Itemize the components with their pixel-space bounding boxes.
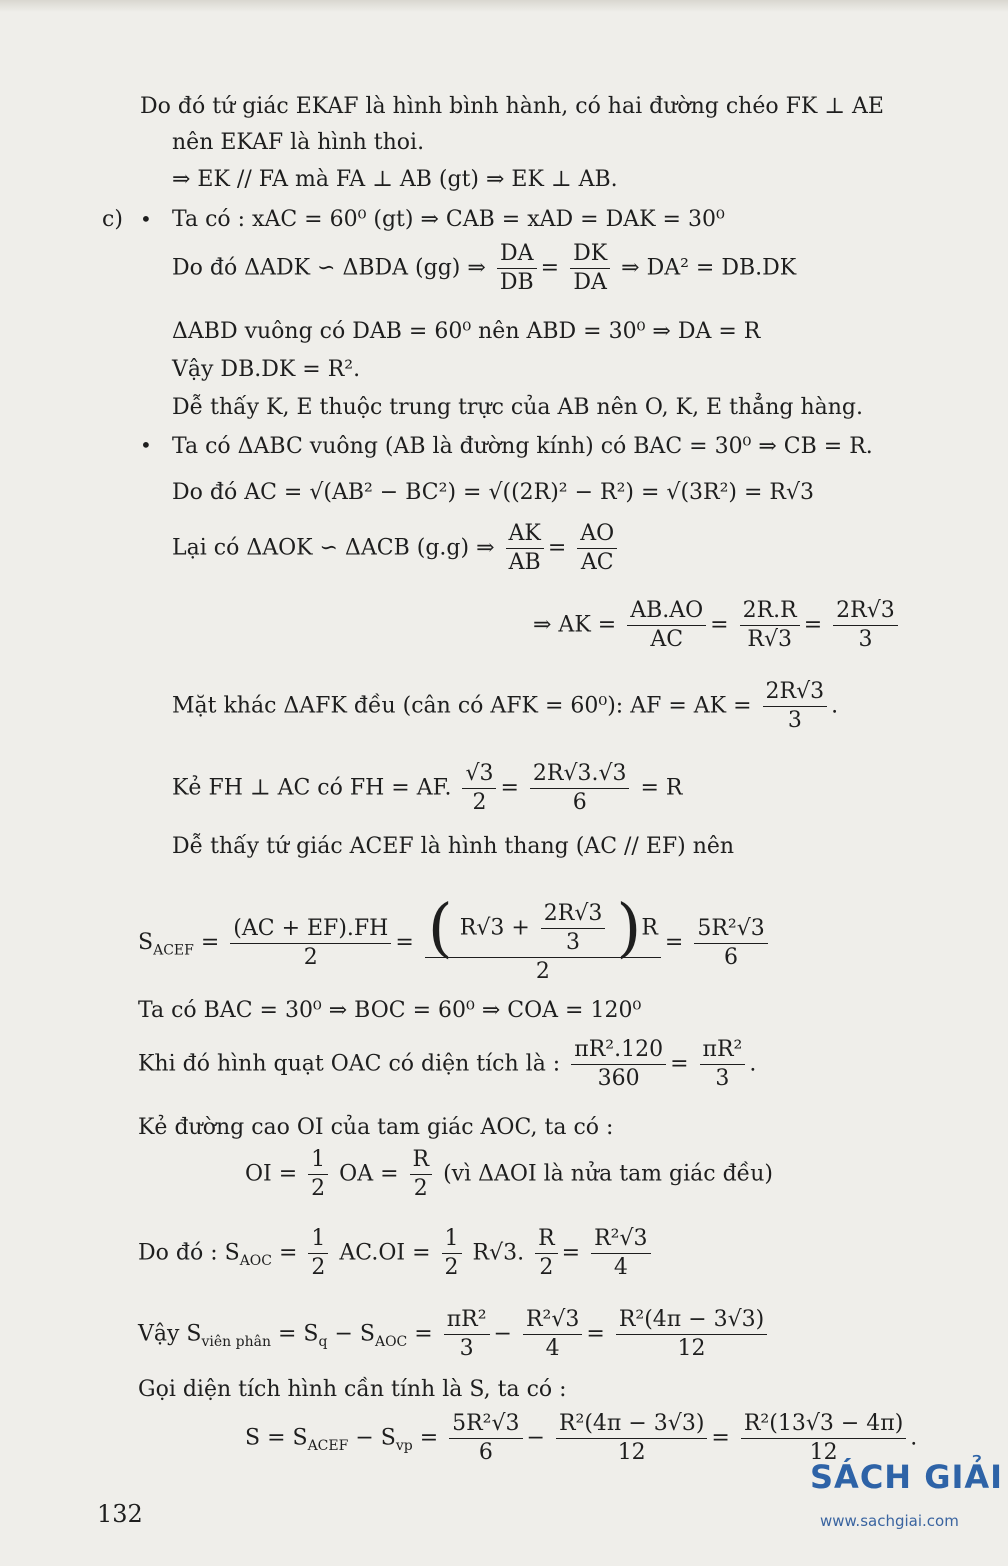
fraction: $\frac{2R√3}{3}$ <box>763 678 828 735</box>
subscript: ACEF <box>153 942 194 959</box>
fraction: $\frac{2R√3.√3}{6}$ <box>530 760 630 817</box>
text-line: Kẻ đường cao OI của tam giác AOC, ta có : <box>138 1115 614 1140</box>
fraction: $\frac{R}{2}$ <box>410 1146 433 1203</box>
fraction: $\frac{(AC + EF).FH}{2}$ <box>230 915 391 972</box>
bullet-icon: • <box>140 207 152 231</box>
text-segment: OA = <box>339 1161 399 1187</box>
fraction: $\frac{\text{5R²√3}}{6}$ <box>694 915 767 972</box>
text-line: Ta có : xAC = 60⁰ (gt) ⇒ CAB = xAD = DAK = 30⁰ <box>172 207 725 232</box>
watermark-logo: SÁCH GIẢI <box>810 1458 1004 1496</box>
equation-line: Mặt khác ΔAFK đều (cân có AFK = 60⁰): AF = AK = $\frac{2R√3}{3}$ . <box>172 679 839 733</box>
text-line: Dễ thấy tứ giác ACEF là hình thang (AC // EF) nên <box>172 834 735 859</box>
fraction: $\frac{2R√3}{3}$ <box>541 900 606 957</box>
fraction: $\frac{DA}{DB}$ <box>497 240 537 297</box>
fraction: $\frac{AB.AO}{AC}$ <box>627 597 706 654</box>
fraction: $\frac{\text{R²√3}}{4}$ <box>523 1306 582 1363</box>
subscript: ACEF <box>307 1437 349 1454</box>
equation-line: Kẻ FH ⊥ AC có FH = AF. $\frac{√3}{2}$ = $\frac{2R√3.√3}{6}$ = R <box>172 761 683 815</box>
text-segment: Kẻ FH ⊥ AC có FH = AF. <box>172 775 452 801</box>
text-segment: − S <box>355 1425 396 1451</box>
fraction: $\frac{1}{2}$ <box>308 1225 328 1282</box>
text-line: Do đó AC = √(AB² − BC²) = √((2R)² − R²) = √(3R²) = R√3 <box>172 480 814 505</box>
text-line: Gọi diện tích hình cần tính là S, ta có : <box>138 1377 567 1402</box>
text-segment: Vậy S <box>138 1321 202 1347</box>
fraction: $\frac{\text{πR².120}}{360}$ <box>571 1036 666 1093</box>
text-line: Do đó tứ giác EKAF là hình bình hành, có hai đường chéo FK ⊥ AE <box>140 94 884 119</box>
fraction: $\frac{\text{R²√3}}{4}$ <box>591 1225 650 1282</box>
text-segment: − S <box>334 1321 375 1347</box>
text-line: Ta có ΔABC vuông (AB là đường kính) có BAC = 30⁰ ⇒ CB = R. <box>172 434 873 459</box>
text-line: ⇒ EK // FA mà FA ⊥ AB (gt) ⇒ EK ⊥ AB. <box>172 167 618 192</box>
text-segment: Do đó : S <box>138 1240 240 1266</box>
text-line: Dễ thấy K, E thuộc trung trực của AB nên O, K, E thẳng hàng. <box>172 395 864 420</box>
fraction: $\frac{2R√3}{3}$ <box>833 597 898 654</box>
fraction: $\frac{R}{2}$ <box>535 1225 558 1282</box>
text-segment: (vì ΔAOI là nửa tam giác đều) <box>443 1161 773 1187</box>
fraction: $\frac{1}{2}$ <box>308 1146 328 1203</box>
text-line: Vậy DB.DK = R². <box>172 357 361 382</box>
fraction: $\frac{AK}{AB}$ <box>506 520 544 577</box>
equation-line: Vậy $S_{viên phân} = S_q - S_{AOC}$ = $\frac{\text{πR²}}{3}$ − $\frac{\text{R²√3}}{4}$ = $\frac{\text{R²(4π − 3√3)}}{12}$ <box>138 1306 771 1363</box>
fraction: $\frac{DK}{DA}$ <box>570 240 610 297</box>
text-segment: Mặt khác ΔAFK đều (cân có AFK = 60⁰): AF = AK = <box>172 693 752 719</box>
text-segment: = R <box>640 775 683 801</box>
bullet-icon: • <box>140 433 152 457</box>
equation-line: Lại có ΔAOK ∽ ΔACB (g.g) ⇒ $\frac{AK}{AB}$ = $\frac{AO}{AC}$ <box>172 520 621 577</box>
text-line: ΔABD vuông có DAB = 60⁰ nên ABD = 30⁰ ⇒ DA = R <box>172 319 761 344</box>
part-label: c) <box>102 207 123 232</box>
subscript: vp <box>395 1437 413 1454</box>
subscript: AOC <box>374 1333 408 1350</box>
fraction: $\frac{\text{R²(4π − 3√3)}}{12}$ <box>616 1306 767 1363</box>
fraction-numerator: ( R√3 + $\frac{2R√3}{3}$ )R <box>425 900 661 958</box>
fraction: $\frac{√3}{2}$ <box>462 760 496 817</box>
equation-line: Do đó : $S_{AOC}$ = $\frac{1}{2}$ AC.OI = $\frac{1}{2}$ R√3. $\frac{R}{2}$ = $\frac{\text{R²√3}}{4}$ <box>138 1225 655 1282</box>
fraction: ( R√3 + $\frac{2R√3}{3}$ )R 2 <box>425 900 661 986</box>
equation-line <box>245 1146 773 1203</box>
equation-line: Do đó ΔADK ∽ ΔBDA (gg) ⇒ $\frac{DA}{DB}$ = $\frac{DK}{DA}$ ⇒ DA² = DB.DK <box>172 241 797 295</box>
text-segment: Khi đó hình quạt OAC có diện tích là : <box>138 1051 561 1077</box>
text-line: nên EKAF là hình thoi. <box>172 130 425 155</box>
text-segment: S <box>138 930 154 955</box>
fraction: $\frac{\text{πR²}}{3}$ <box>700 1036 746 1093</box>
text-segment: ⇒ AK = <box>533 612 617 638</box>
fraction: $\frac{\text{5R²√3}}{6}$ <box>449 1410 522 1467</box>
text-segment: S = S <box>245 1425 308 1451</box>
equation-line: $S_{ACEF}$ = $\frac{(AC + EF).FH}{2}$ = ( R√3 + $\frac{2R√3}{3}$ )R 2 = $\frac{\text{5R²√3}}{6}$ <box>138 900 772 986</box>
text-segment: AC.OI = <box>339 1240 431 1266</box>
fraction: $\frac{1}{2}$ <box>442 1225 462 1282</box>
scan-edge <box>0 0 1008 12</box>
text-line: Ta có BAC = 30⁰ ⇒ BOC = 60⁰ ⇒ COA = 120⁰ <box>138 998 642 1023</box>
fraction: $\frac{\text{πR²}}{3}$ <box>444 1306 490 1363</box>
subscript: q <box>318 1333 328 1350</box>
equation-line: $S = S_{ACEF} - S_{vp}$ = $\frac{\text{5R²√3}}{6}$ − $\frac{\text{R²(4π − 3√3)}}{12}$ = $\frac{\text{R²(13√3 − 4π)}}{12}$ . <box>245 1411 918 1465</box>
fraction: $\frac{\text{R²(13√3 − 4π)}}{12}$ <box>741 1410 906 1467</box>
text-segment: = S <box>277 1321 319 1347</box>
text-segment: Lại có ΔAOK ∽ ΔACB (g.g) ⇒ <box>172 535 495 561</box>
subscript: AOC <box>239 1252 272 1269</box>
page-number: 132 <box>97 1500 143 1528</box>
fraction: $\frac{AO}{AC}$ <box>577 520 617 577</box>
equation-line: Khi đó hình quạt OAC có diện tích là : $\frac{\text{πR².120}}{360}$ = $\frac{\text{πR²}}{3}$ . <box>138 1037 757 1091</box>
text-segment: Do đó ΔADK ∽ ΔBDA (gg) ⇒ <box>172 255 486 281</box>
fraction: $\frac{\text{R²(4π − 3√3)}}{12}$ <box>556 1410 707 1467</box>
equation-line: ⇒ AK = $\frac{AB.AO}{AC}$ = $\frac{2R.R}{R√3}$ = $\frac{2R√3}{3}$ <box>533 597 902 654</box>
subscript: viên phân <box>201 1333 271 1350</box>
watermark-site: www.sachgiai.com <box>820 1512 959 1530</box>
text-segment: OI = <box>245 1161 298 1187</box>
text-segment: ⇒ DA² = DB.DK <box>621 255 797 281</box>
text-segment: R√3. <box>472 1240 525 1266</box>
fraction: $\frac{2R.R}{R√3}$ <box>740 597 800 654</box>
